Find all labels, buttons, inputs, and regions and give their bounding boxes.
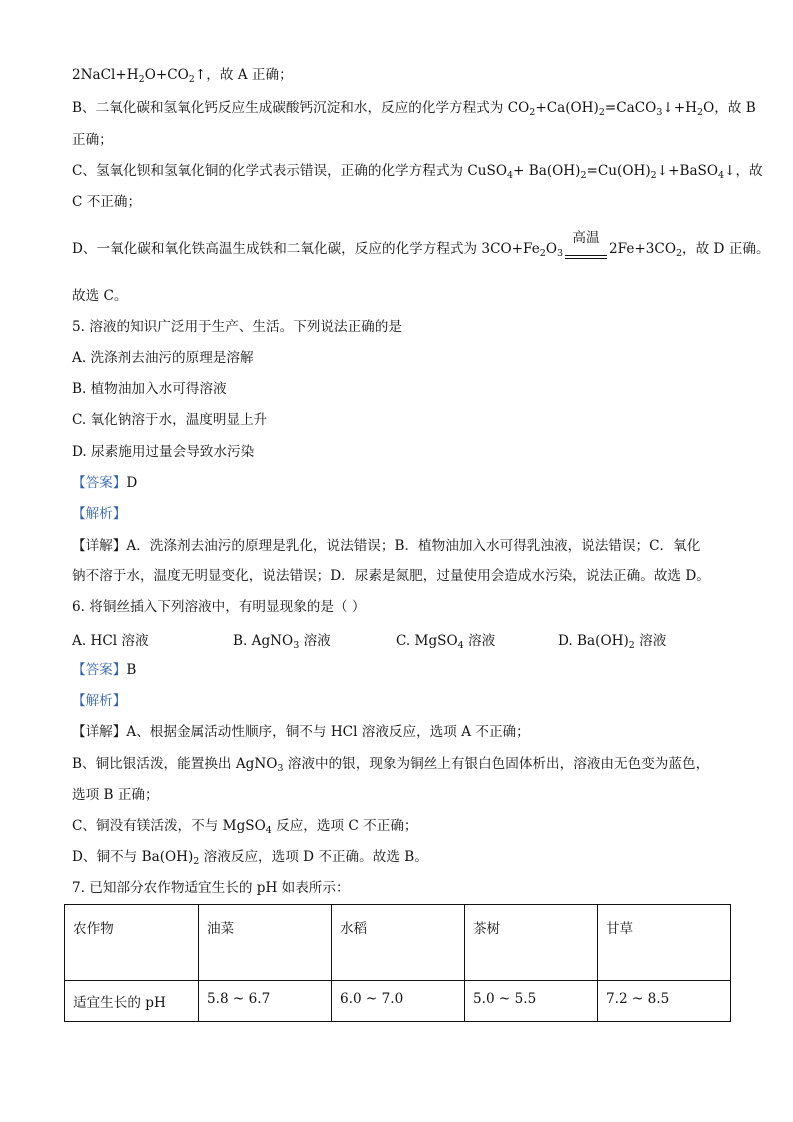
table-cell: 甘草 xyxy=(597,905,730,981)
q6-detail-4: C、铜没有镁活泼，不与 MgSO$_4$ 反应，选项 C 不正确； xyxy=(72,818,418,836)
q6-detail-3: 选项 B 正确； xyxy=(72,787,159,803)
q7-stem: 7. 已知部分农作物适宜生长的 pH 如表所示： xyxy=(72,880,350,896)
q6-options xyxy=(72,629,732,651)
q6-detail-5: D、铜不与 $Ba(OH)_2$ 溶液反应，选项 D 不正确。故选 B。 xyxy=(72,849,428,867)
q6-detail-2: B、铜比银活泼，能置换出 AgNO$_3$ 溶液中的银，现象为铜丝上有银白色固体析出，溶液由无色变为蓝色， xyxy=(72,756,710,774)
answer-tag: 【答案】 xyxy=(72,662,127,678)
q5-option-a: A. 洗涤剂去油污的原理是溶解 xyxy=(72,350,254,366)
ph-table xyxy=(64,904,731,1022)
table-header-row xyxy=(65,905,731,981)
q6-analysis-tag: 【解析】 xyxy=(72,693,127,709)
table-cell: 水稻 xyxy=(331,905,464,981)
q5-detail-1: 【详解】A．洗涤剂去油污的原理是乳化，说法错误；B．植物油加入水可得乳浊液，说法错误；C．氧化 xyxy=(72,538,701,554)
table-row xyxy=(65,981,731,1022)
table-cell: 农作物 xyxy=(65,905,199,981)
q5-stem: 5. 溶液的知识广泛用于生产、生活。下列说法正确的是 xyxy=(72,319,402,335)
q6-option-c: C. MgSO$_4$ 溶液 xyxy=(396,633,496,651)
q5-answer: 【答案】D xyxy=(72,475,138,491)
q5-detail-2: 钠不溶于水，温度无明显变化，说法错误；D．尿素是氮肥，过量使用会造成水污染，说法正确。故选 D。 xyxy=(72,568,710,584)
table-cell: 5.0 ~ 5.5 xyxy=(464,981,597,1022)
eq-line-c-cont: C 不正确； xyxy=(72,194,142,210)
q6-option-d: D. $Ba(OH)_2$ 溶液 xyxy=(558,633,667,651)
q5-option-d: D. 尿素施用过量会导致水污染 xyxy=(72,444,255,460)
q6-option-a: A. HCl 溶液 xyxy=(72,633,149,649)
q5-analysis-tag: 【解析】 xyxy=(72,506,127,522)
q6-detail-1: 【详解】A、根据金属活动性顺序，铜不与 HCl 溶液反应，选项 A 不正确； xyxy=(72,724,530,740)
q5-option-b: B. 植物油加入水可得溶液 xyxy=(72,381,227,397)
eq-line-a: $2NaCl+H_2O+CO_2↑$，故 A 正确； xyxy=(72,67,293,85)
table-cell: 茶树 xyxy=(464,905,597,981)
reaction-condition: 高温 xyxy=(563,249,609,253)
q6-answer: 【答案】B xyxy=(72,662,137,678)
table-cell: 适宜生长的 pH xyxy=(65,981,199,1022)
table-cell: 6.0 ~ 7.0 xyxy=(331,981,464,1022)
eq-line-d: D、一氧化碳和氧化铁高温生成铁和二氧化碳，反应的化学方程式为 $3CO+Fe_2O_3$ 高温 $2Fe+3CO_2$，故 D 正确。 xyxy=(72,230,770,259)
conclusion-line: 故选 C。 xyxy=(72,288,128,304)
q6-option-b: B. AgNO$_3$ 溶液 xyxy=(233,633,331,651)
table-cell: 5.8 ~ 6.7 xyxy=(198,981,331,1022)
q5-option-c: C. 氧化钠溶于水，温度明显上升 xyxy=(72,412,268,428)
table-cell: 7.2 ~ 8.5 xyxy=(597,981,730,1022)
q6-stem: 6. 将铜丝插入下列溶液中，有明显现象的是（ ） xyxy=(72,599,366,615)
eq-line-b: B、二氧化碳和氢氧化钙反应生成碳酸钙沉淀和水，反应的化学方程式为 $CO_2+Ca(OH)_2=CaCO_3↓+H_2O$，故 B xyxy=(72,100,756,118)
eq-line-c: C、氢氧化钡和氢氧化铜的化学式表示错误，正确的化学方程式为 CuSO$_4$+ $Ba(OH)_2=Cu(OH)_2↓+BaSO_4↓$，故 xyxy=(72,163,763,181)
table-cell: 油菜 xyxy=(198,905,331,981)
answer-tag: 【答案】 xyxy=(72,475,127,491)
eq-line-b-cont: 正确； xyxy=(72,132,113,148)
